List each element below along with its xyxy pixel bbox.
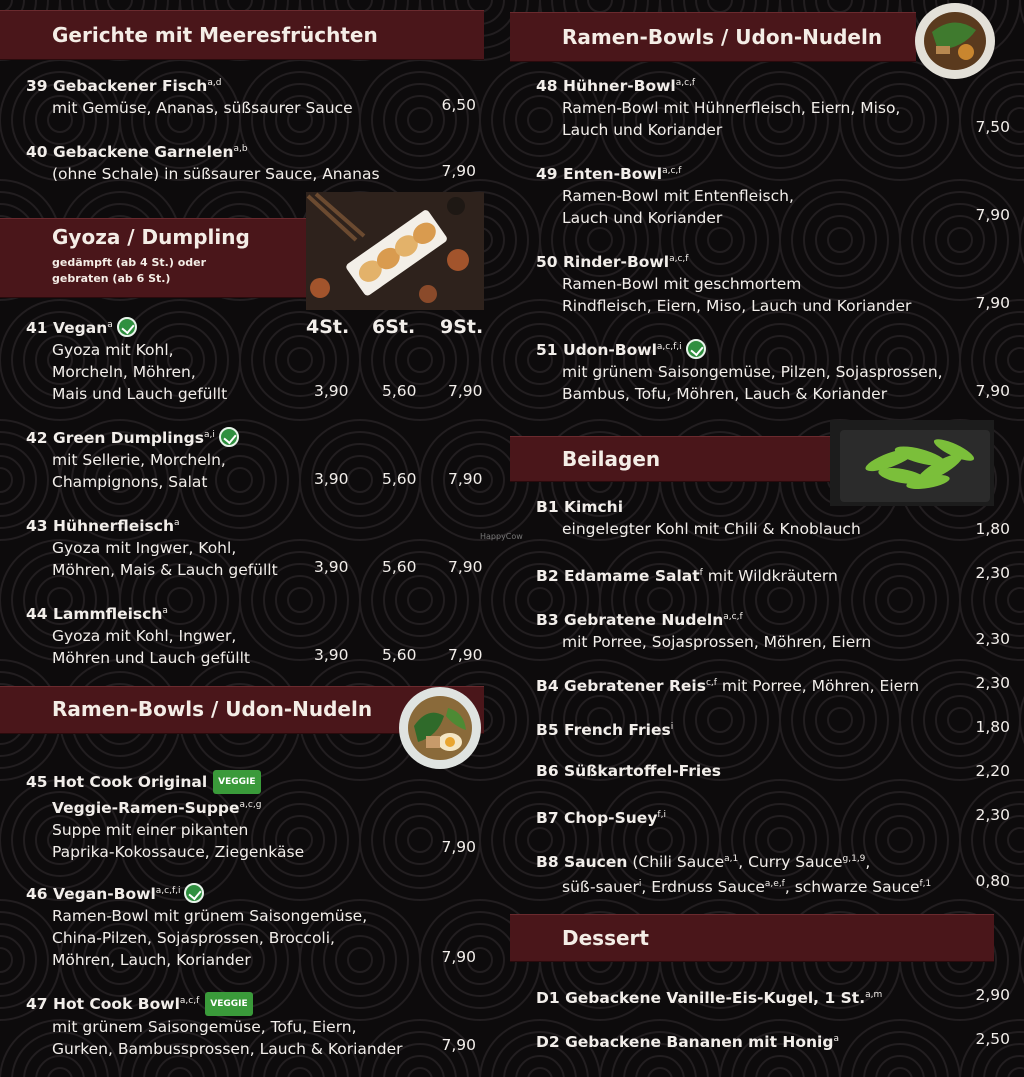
veggie-tag: VEGGIE [205, 992, 252, 1016]
item-name: Kimchi [564, 498, 624, 516]
edamame-image [830, 420, 994, 506]
item-description: Gurken, Bambussprossen, Lauch & Koriander [52, 1040, 403, 1058]
item-description: Gyoza mit Ingwer, Kohl, [52, 539, 237, 557]
item-price: 2,30 [975, 564, 1010, 582]
section-title: Gerichte mit Meeresfrüchten [52, 23, 378, 47]
gyoza-photo [306, 192, 484, 310]
swirl-ring [876, 1056, 924, 1077]
swirl-ring [1020, 420, 1024, 540]
swirl-ring [0, 468, 12, 492]
item-description: Ramen-Bowl mit Entenfleisch, [562, 187, 794, 205]
item-description: mit Wildkräutern [702, 567, 838, 585]
item-name: Gebackene Garnelen [52, 143, 234, 161]
swirl-ring [1008, 588, 1024, 612]
allergen-codes: a [173, 518, 180, 528]
item-price: 2,30 [975, 806, 1010, 824]
item-number: B7 [536, 809, 559, 827]
allergen-codes: a,d [207, 78, 222, 88]
section-title: Gyoza / Dumpling [52, 225, 250, 249]
swirl-ring [0, 948, 12, 972]
item-price: 7,90 [441, 1036, 476, 1054]
swirl-ring [288, 1068, 312, 1077]
item-price: 2,90 [975, 986, 1010, 1004]
swirl-ring [648, 1068, 672, 1077]
item-description: mit Porree, Möhren, Eiern [716, 677, 920, 695]
menu-item-48 [536, 72, 1010, 141]
allergen-codes: a,c,f [662, 166, 682, 176]
item-description: Champignons, Salat [52, 473, 208, 491]
col-header-6st: 6St. [372, 316, 416, 338]
allergen-codes: f,1 [919, 879, 932, 889]
swirl-ring [1008, 828, 1024, 852]
item-description: mit Sellerie, Morcheln, [52, 451, 226, 469]
price-4st: 3,90 [314, 470, 349, 488]
swirl-ring [48, 1068, 72, 1077]
item-number: B5 [536, 721, 559, 739]
item-name: Gebackene Vanille-Eis-Kugel, 1 St. [565, 989, 866, 1007]
item-price: 7,90 [441, 948, 476, 966]
price-6st: 5,60 [382, 382, 417, 400]
menu-item-b6 [536, 760, 1010, 782]
item-description: Gyoza mit Kohl, Ingwer, [52, 627, 237, 645]
item-price: 2,30 [975, 674, 1010, 692]
item-name: Chop-Suey [564, 809, 658, 827]
item-description: Suppe mit einer pikanten [52, 821, 249, 839]
item-number: 49 [536, 165, 558, 183]
menu-item-b2 [536, 562, 1010, 587]
item-number: 45 [26, 773, 48, 791]
menu-item-42 [26, 424, 486, 493]
item-description: Mais und Lauch gefüllt [52, 385, 228, 403]
price-6st: 5,60 [382, 558, 417, 576]
menu-item-b5 [536, 716, 1010, 741]
swirl-ring [888, 1068, 912, 1077]
section-header-gyoza [0, 218, 306, 298]
swirl-ring [1008, 348, 1024, 372]
allergen-codes: a,m [865, 990, 883, 1000]
item-price: 1,80 [975, 520, 1010, 538]
item-price: 1,80 [975, 718, 1010, 736]
allergen-codes: a,1 [724, 854, 739, 864]
item-description: mit Gemüse, Ananas, süßsaurer Sauce [52, 99, 353, 117]
item-description: Gyoza mit Kohl, [52, 341, 174, 359]
swirl-ring [528, 1068, 552, 1077]
item-description: Rindfleisch, Eiern, Miso, Lauch und Koriander [562, 297, 912, 315]
allergen-codes: a,c,f,i [656, 342, 682, 352]
ramen-bowl-photo [398, 686, 482, 770]
allergen-codes: a,c,g [239, 800, 262, 810]
item-name: Udon-Bowl [562, 341, 657, 359]
item-name: Gebratene Nudeln [564, 611, 724, 629]
watermark: HappyCow [480, 532, 523, 541]
dumplings-image [306, 192, 484, 310]
item-description: (ohne Schale) in süßsaurer Sauce, Ananas [52, 165, 380, 183]
item-description: mit grünem Saisongemüse, Tofu, Eiern, [52, 1018, 357, 1036]
item-price: 7,90 [975, 382, 1010, 400]
item-price: 0,80 [975, 872, 1010, 890]
sauce-text: , [865, 853, 871, 871]
item-name: Saucen [564, 853, 628, 871]
section-header-sides [510, 436, 830, 482]
menu-item-40 [26, 138, 482, 185]
allergen-codes: i [638, 879, 642, 889]
item-name: Süßkartoffel-Fries [564, 762, 721, 780]
item-name: Vegan [52, 319, 108, 337]
allergen-codes: i [670, 722, 674, 732]
allergen-codes: a,e,f [764, 879, 785, 889]
item-number: B4 [536, 677, 559, 695]
item-number: 48 [536, 77, 558, 95]
item-name: French Fries [564, 721, 671, 739]
swirl-ring [516, 1056, 564, 1077]
ramen-bowl-image [398, 686, 482, 770]
allergen-codes: a,b [233, 144, 248, 154]
sauce-text: , schwarze Sauce [784, 878, 920, 896]
sauce-text: , Erdnuss Sauce [641, 878, 765, 896]
item-number: B1 [536, 498, 559, 516]
section-title: Ramen-Bowls / Udon-Nudeln [52, 697, 373, 721]
price-9st: 7,90 [448, 646, 483, 664]
swirl-ring [588, 0, 612, 12]
veggie-tag: VEGGIE [213, 770, 260, 794]
price-4st: 3,90 [314, 646, 349, 664]
item-name: Hühnerfleisch [52, 517, 174, 535]
allergen-codes: a,c,f [675, 78, 696, 88]
vegan-leaf-icon [117, 317, 137, 337]
swirl-ring [408, 1068, 432, 1077]
item-number: 46 [26, 885, 48, 903]
item-number: D1 [536, 989, 560, 1007]
swirl-ring [1020, 900, 1024, 1020]
item-name: Green Dumplings [52, 429, 204, 447]
item-description: Ramen-Bowl mit grünem Saisongemüse, [52, 907, 368, 925]
item-description: Ramen-Bowl mit geschmortem [562, 275, 802, 293]
menu-item-b4 [536, 672, 1010, 697]
item-name: Enten-Bowl [562, 165, 663, 183]
allergen-codes: g,1,9 [842, 854, 866, 864]
item-description: China-Pilzen, Sojasprossen, Broccoli, [52, 929, 335, 947]
col-header-9st: 9St. [440, 316, 484, 338]
allergen-codes: c,f [705, 678, 717, 688]
swirl-ring [768, 1068, 792, 1077]
item-price: 7,90 [975, 294, 1010, 312]
col-header-4st: 4St. [306, 316, 350, 338]
section-title: Dessert [562, 926, 649, 950]
swirl-ring [828, 0, 852, 12]
noodle-bowl-image [914, 2, 996, 80]
vegan-leaf-icon [184, 883, 204, 903]
item-description: Möhren, Mais & Lauch gefüllt [52, 561, 278, 579]
item-price: 2,30 [975, 630, 1010, 648]
allergen-codes: a,c,f [669, 254, 689, 264]
swirl-ring [636, 1056, 684, 1077]
swirl-ring [708, 0, 732, 12]
allergen-codes: a,c,f [723, 612, 743, 622]
menu-item-49 [536, 160, 1010, 229]
section-header-ramen-right [510, 12, 916, 62]
price-9st: 7,90 [448, 470, 483, 488]
vegan-leaf-icon [219, 427, 239, 447]
swirl-ring [1020, 660, 1024, 780]
item-description: Möhren und Lauch gefüllt [52, 649, 250, 667]
item-description: eingelegter Kohl mit Chili & Knoblauch [562, 520, 861, 538]
item-number: 50 [536, 253, 558, 271]
item-description: Lauch und Koriander [562, 121, 723, 139]
item-description: mit grünem Saisongemüse, Pilzen, Sojasprossen, [562, 363, 943, 381]
item-description: mit Porree, Sojasprossen, Möhren, Eiern [562, 633, 872, 651]
item-price: 7,50 [975, 118, 1010, 136]
item-number: 44 [26, 605, 48, 623]
menu-item-47 [26, 990, 486, 1060]
item-name: Vegan-Bowl [52, 885, 156, 903]
allergen-codes: a,c,f,i [155, 886, 181, 896]
sauce-text: (Chili Sauce [627, 853, 725, 871]
item-number: 42 [26, 429, 48, 447]
item-number: 51 [536, 341, 558, 359]
swirl-ring [756, 1056, 804, 1077]
item-number: 43 [26, 517, 48, 535]
ramen-photo-top [914, 2, 996, 80]
menu-item-46 [26, 880, 486, 971]
item-description: Bambus, Tofu, Möhren, Lauch & Koriander [562, 385, 888, 403]
item-number: 40 [26, 143, 48, 161]
swirl-ring [996, 336, 1024, 384]
menu-item-43 [26, 512, 486, 581]
vegan-leaf-icon [686, 339, 706, 359]
price-6st: 5,60 [382, 470, 417, 488]
item-number: B8 [536, 853, 559, 871]
allergen-codes: a [107, 320, 113, 330]
item-number: B3 [536, 611, 559, 629]
item-name: Rinder-Bowl [562, 253, 670, 271]
price-4st: 3,90 [314, 382, 349, 400]
swirl-ring [168, 1068, 192, 1077]
item-name: Hot Cook Original [52, 773, 208, 791]
item-number: D2 [536, 1033, 560, 1051]
price-9st: 7,90 [448, 558, 483, 576]
item-name: Hühner-Bowl [562, 77, 676, 95]
item-price: 7,90 [975, 206, 1010, 224]
section-title: Beilagen [562, 447, 661, 471]
allergen-codes: a,c,f [179, 996, 200, 1006]
section-header-seafood [0, 10, 484, 60]
item-price: 7,90 [441, 162, 476, 180]
allergen-codes: a [833, 1034, 839, 1044]
allergen-codes: f,i [657, 810, 666, 820]
item-price: 7,90 [441, 838, 476, 856]
item-price: 2,50 [975, 1030, 1010, 1048]
item-number: B6 [536, 762, 559, 780]
menu-item-b7 [536, 804, 1010, 829]
section-subtitle-1: gedämpft (ab 4 St.) oder [52, 256, 207, 269]
item-price: 2,20 [975, 762, 1010, 780]
swirl-ring [1008, 1068, 1024, 1077]
swirl-ring [1020, 0, 1024, 60]
section-header-dessert [510, 914, 994, 962]
menu-item-39 [26, 72, 482, 119]
menu-item-b3 [536, 606, 1010, 653]
item-name: Gebackener Fisch [52, 77, 208, 95]
sauce-text: süß-sauer [562, 878, 639, 896]
item-name: Gebackene Bananen mit Honig [565, 1033, 834, 1051]
menu-item-d2 [536, 1028, 1010, 1053]
menu-item-51 [536, 336, 1010, 405]
allergen-codes: a,i [203, 430, 215, 440]
menu-item-50 [536, 248, 1010, 317]
item-price: 6,50 [441, 96, 476, 114]
item-description: Lauch und Koriander [562, 209, 723, 227]
allergen-codes: a [162, 606, 168, 616]
section-subtitle-2: gebraten (ab 6 St.) [52, 272, 171, 285]
menu-item-41 [26, 314, 486, 405]
menu-item-45 [26, 770, 486, 863]
swirl-ring [1020, 180, 1024, 300]
menu-item-d1 [536, 984, 1010, 1009]
item-name: Hot Cook Bowl [52, 995, 180, 1013]
item-name: Gebratener Reis [564, 677, 706, 695]
menu-item-44 [26, 600, 486, 669]
price-6st: 5,60 [382, 646, 417, 664]
allergen-codes: f [699, 568, 703, 578]
sauce-text: , Curry Sauce [738, 853, 843, 871]
item-description: Morcheln, Möhren, [52, 363, 196, 381]
edamame-photo [830, 420, 994, 506]
item-description: Paprika-Kokossauce, Ziegenkäse [52, 843, 305, 861]
item-name: Edamame Salat [564, 567, 700, 585]
section-title: Ramen-Bowls / Udon-Nudeln [562, 25, 883, 49]
item-name: Lammfleisch [52, 605, 163, 623]
item-number: 41 [26, 319, 48, 337]
item-number: 47 [26, 995, 48, 1013]
swirl-ring [1008, 108, 1024, 132]
item-number: B2 [536, 567, 559, 585]
menu-item-b8 [536, 848, 1010, 898]
price-4st: 3,90 [314, 558, 349, 576]
item-description: Ramen-Bowl mit Hühnerfleisch, Eiern, Miso, [562, 99, 901, 117]
item-name-line2: Veggie-Ramen-Suppe [52, 799, 240, 817]
price-9st: 7,90 [448, 382, 483, 400]
item-description: Möhren, Lauch, Koriander [52, 951, 251, 969]
item-number: 39 [26, 77, 48, 95]
